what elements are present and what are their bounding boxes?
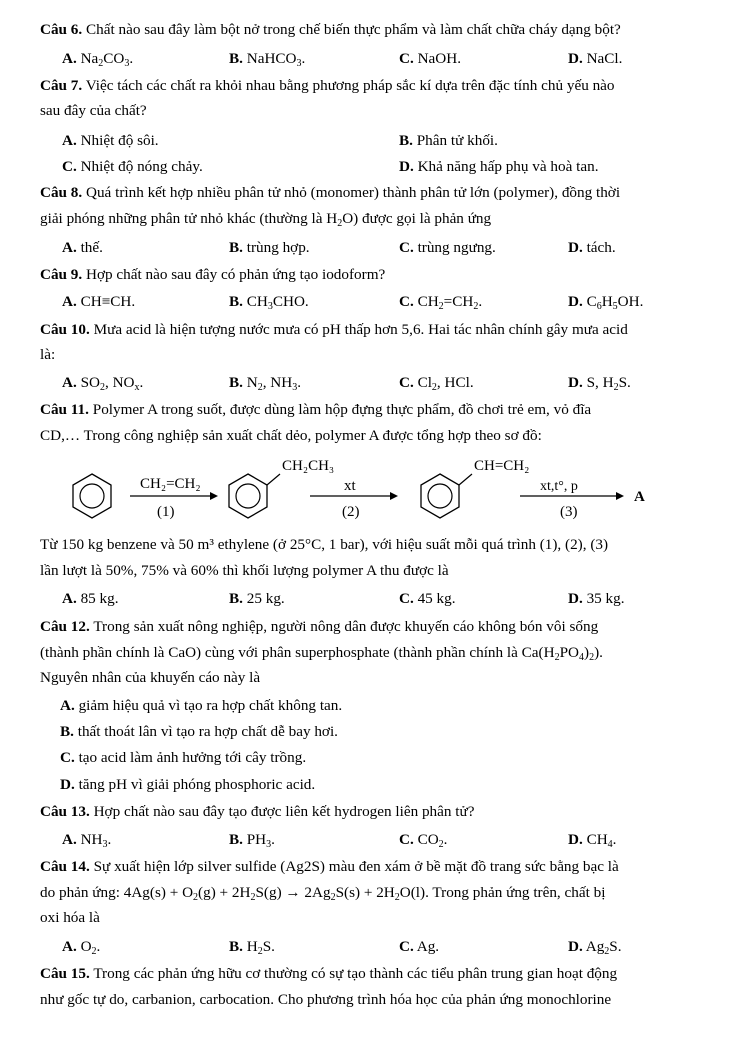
option-c (399, 828, 447, 852)
option-text: 45 kg. (413, 590, 456, 607)
option-a (62, 290, 135, 314)
question-11-cont: CD,… Trong công nghiệp sản xuất chất dẻo, polymer A được tổng hợp theo sơ đồ: (40, 427, 542, 444)
option-c (399, 935, 439, 959)
option-text: $NH_3$. (76, 831, 112, 850)
option-letter: C. (399, 831, 414, 848)
question-text: Trong sản xuất nông nghiệp, người nông dân được khuyến cáo không bón vôi sống (89, 618, 599, 635)
question-7-cont: sau đây của chất? (40, 102, 147, 119)
option-a (62, 236, 103, 260)
option-letter: A. (62, 50, 77, 67)
option-d (568, 47, 622, 71)
option-b (229, 236, 310, 260)
question-text: Trong các phản ứng hữu cơ thường có sự tạo thành các tiểu phân trung gian hoạt động (89, 965, 618, 982)
q6-options (0, 47, 735, 71)
q14-options (0, 935, 735, 959)
option-text: $O_2$. (76, 938, 101, 957)
step-3-label: (3) (560, 504, 578, 520)
option-letter: B. (229, 831, 243, 848)
option-letter: B. (229, 374, 243, 391)
question-number: Câu 7. (40, 77, 83, 94)
option-text: NaOH. (413, 50, 462, 67)
option-letter: B. (229, 239, 243, 256)
option-b (229, 935, 275, 959)
question-text: Hợp chất nào sau đây có phản ứng tạo iodoform? (82, 266, 386, 283)
reagent-ethylene: CH₂=CH₂ (140, 476, 201, 492)
option-text: Nhiệt độ nóng chảy. (76, 158, 203, 175)
option-letter: B. (229, 293, 243, 310)
option-letter: D. (568, 293, 583, 310)
option-text: Ag. (413, 938, 440, 955)
question-8 (40, 181, 702, 205)
option-text: $CO_2$. (413, 831, 448, 850)
q11-options (0, 587, 735, 611)
option-letter: A. (62, 938, 77, 955)
synthesis-scheme (60, 452, 680, 532)
substituent-vinyl: CH=CH₂ (474, 458, 530, 474)
option-c (399, 236, 496, 260)
option-d (399, 155, 599, 179)
option-a (62, 828, 111, 852)
question-number: Câu 15. (40, 965, 90, 982)
q12-option-c (60, 746, 306, 770)
option-letter: A. (62, 293, 77, 310)
option-letter: D. (568, 831, 583, 848)
option-c (399, 290, 482, 314)
option-text: 35 kg. (582, 590, 625, 607)
option-letter: B. (399, 132, 413, 149)
catalyst-2: xt (344, 478, 356, 494)
option-text: trùng hợp. (242, 239, 310, 256)
arrow-2-head (390, 492, 398, 500)
option-letter: D. (568, 239, 583, 256)
product-A: A (634, 489, 645, 505)
option-text: $CH_3CHO$. (242, 293, 309, 312)
option-text: $CH_4$. (582, 831, 617, 850)
option-text: Khả năng hấp phụ và hoà tan. (413, 158, 599, 175)
option-d (568, 935, 622, 959)
option-text: Phân tử khối. (412, 132, 498, 149)
option-text: $H_2S$. (242, 938, 275, 957)
q12-option-d (60, 773, 315, 797)
option-text: trùng ngưng. (413, 239, 496, 256)
option-b (229, 371, 301, 395)
option-letter: D. (60, 776, 75, 793)
option-text: thế. (76, 239, 103, 256)
option-b (229, 47, 305, 71)
question-number: Câu 10. (40, 321, 90, 338)
option-letter: A. (62, 831, 77, 848)
option-text: $SO_2$, $NO_x$. (76, 374, 144, 393)
option-text: tăng pH vì giải phóng phosphoric acid. (74, 776, 316, 793)
q12-option-a (60, 694, 342, 718)
option-letter: A. (60, 697, 75, 714)
option-letter: B. (229, 590, 243, 607)
option-text: Nhiệt độ sôi. (76, 132, 159, 149)
option-text: thất thoát lân vì tạo ra hợp chất dễ bay hơi. (73, 723, 338, 740)
q8-options (0, 236, 735, 260)
question-12 (40, 615, 702, 639)
question-text: Chất nào sau đây làm bột nở trong chế biến thực phẩm và làm chất chữa cháy dạng bột? (82, 21, 621, 38)
option-text: S, $H_2S$. (582, 374, 631, 393)
option-text: $PH_3$. (242, 831, 275, 850)
question-11 (40, 398, 702, 422)
option-text: $N_2$, $NH_3$. (242, 374, 302, 393)
option-c (399, 47, 461, 71)
option-a (62, 935, 100, 959)
option-text: $C_6H_5OH$. (582, 293, 644, 312)
option-d (568, 371, 631, 395)
q12-option-b (60, 720, 338, 744)
option-c (399, 587, 456, 611)
question-8-cont: giải phóng những phân tử nhỏ khác (thường là $H_2O$) được gọi là phản ứng (40, 210, 492, 229)
substituent-ethyl: CH₂CH₃ (282, 458, 335, 474)
question-text: Hợp chất nào sau đây tạo được liên kết hydrogen liên phân tử? (89, 803, 475, 820)
option-d (568, 587, 625, 611)
option-letter: D. (568, 374, 583, 391)
question-14 (40, 855, 702, 879)
option-b (399, 129, 498, 153)
option-letter: D. (568, 938, 583, 955)
question-15 (40, 962, 702, 986)
question-12-cont: (thành phần chính là CaO) cùng với phân superphosphate (thành phần chính là $Ca(H_2PO_4)_2$). (40, 644, 603, 663)
option-a (62, 47, 133, 71)
option-text: giảm hiệu quả vì tạo ra hợp chất không tan. (74, 697, 343, 714)
option-a (62, 371, 143, 395)
option-d (568, 828, 616, 852)
option-letter: B. (60, 723, 74, 740)
option-b (229, 587, 285, 611)
option-letter: C. (60, 749, 75, 766)
question-text: Mưa acid là hiện tượng nước mưa có pH thấp hơn 5,6. Hai tác nhân chính gây mưa acid (89, 321, 628, 338)
option-text: $Na_2CO_3$. (76, 50, 134, 69)
option-letter: C. (399, 938, 414, 955)
option-text: NaCl. (582, 50, 623, 67)
option-text: NaHCO$_3$. (242, 50, 306, 69)
question-text: Quá trình kết hợp nhiều phân tử nhỏ (monomer) thành phân tử lớn (polymer), đồng thời (82, 184, 621, 201)
question-number: Câu 14. (40, 858, 90, 875)
arrow-3-head (616, 492, 624, 500)
option-letter: B. (229, 50, 243, 67)
question-11-ask: lần lượt là 50%, 75% và 60% thì khối lượng polymer A thu được là (40, 562, 449, 579)
option-letter: A. (62, 374, 77, 391)
option-letter: C. (399, 293, 414, 310)
question-text: Việc tách các chất ra khỏi nhau bằng phương pháp sắc kí dựa trên đặc tính chủ yếu nào (82, 77, 615, 94)
q9-options (0, 290, 735, 314)
option-letter: D. (568, 50, 583, 67)
option-a (62, 587, 119, 611)
question-number: Câu 13. (40, 803, 90, 820)
question-11-data: Từ 150 kg benzene và 50 m³ ethylene (ở 25°C, 1 bar), với hiệu suất mỗi quá trình (1), (2), (3) (40, 536, 609, 553)
question-text: Sự xuất hiện lớp silver sulfide (Ag2S) màu đen xám ở bề mặt đồ trang sức bằng bạc là (89, 858, 619, 875)
option-text: 85 kg. (76, 590, 119, 607)
benzene-ring-icon (73, 474, 111, 518)
option-a (62, 129, 159, 153)
option-letter: D. (399, 158, 414, 175)
option-b (229, 828, 275, 852)
question-number: Câu 12. (40, 618, 90, 635)
question-15-cont: như gốc tự do, carbanion, carbocation. Cho phương trình hóa học của phản ứng monochlorine (40, 991, 612, 1008)
question-6 (40, 18, 702, 42)
q7-options-row2 (0, 155, 735, 179)
arrow-1-head (210, 492, 218, 500)
option-text: tạo acid làm ảnh hưởng tới cây trồng. (74, 749, 307, 766)
question-number: Câu 9. (40, 266, 83, 283)
question-7 (40, 74, 702, 98)
benzene-ring-icon (421, 474, 472, 518)
question-number: Câu 8. (40, 184, 83, 201)
benzene-ring-icon (229, 474, 280, 518)
option-text: $CH_2=CH_2$. (413, 293, 483, 312)
option-letter: A. (62, 239, 77, 256)
option-b (229, 290, 309, 314)
option-letter: C. (62, 158, 77, 175)
q7-options-row1 (0, 129, 735, 153)
option-letter: B. (229, 938, 243, 955)
option-text: $Cl_2$, HCl. (413, 374, 474, 393)
option-letter: C. (399, 50, 414, 67)
question-10-cont: là: (40, 346, 56, 363)
question-10 (40, 318, 702, 342)
question-9 (40, 263, 702, 287)
option-letter: C. (399, 239, 414, 256)
option-text: tách. (582, 239, 616, 256)
option-text: 25 kg. (242, 590, 285, 607)
option-d (568, 290, 643, 314)
question-text: Polymer A trong suốt, được dùng làm hộp đựng thực phẩm, đồ chơi trẻ em, vỏ đĩa (88, 401, 592, 418)
question-number: Câu 11. (40, 401, 89, 418)
question-12-cont2: Nguyên nhân của khuyến cáo này là (40, 669, 261, 686)
option-letter: C. (399, 374, 414, 391)
conditions-3: xt,t°, p (540, 479, 578, 494)
question-14-cont2: oxi hóa là (40, 909, 100, 926)
option-c (62, 155, 203, 179)
q10-options (0, 371, 735, 395)
step-2-label: (2) (342, 504, 360, 520)
question-14-cont: do phản ứng: $4Ag(s) + O_2(g) + 2H_2S(g) \to 2Ag_2S(s) + 2H_2O(l)$. Trong phản ứng trên, chất bị (40, 884, 606, 903)
question-13 (40, 800, 702, 824)
option-d (568, 236, 616, 260)
option-text: CH≡CH. (76, 293, 136, 310)
option-text: $Ag_2S$. (582, 938, 622, 957)
q13-options (0, 828, 735, 852)
option-c (399, 371, 474, 395)
step-1-label: (1) (157, 504, 175, 520)
option-letter: A. (62, 590, 77, 607)
question-number: Câu 6. (40, 21, 83, 38)
option-letter: C. (399, 590, 414, 607)
option-letter: D. (568, 590, 583, 607)
option-letter: A. (62, 132, 77, 149)
